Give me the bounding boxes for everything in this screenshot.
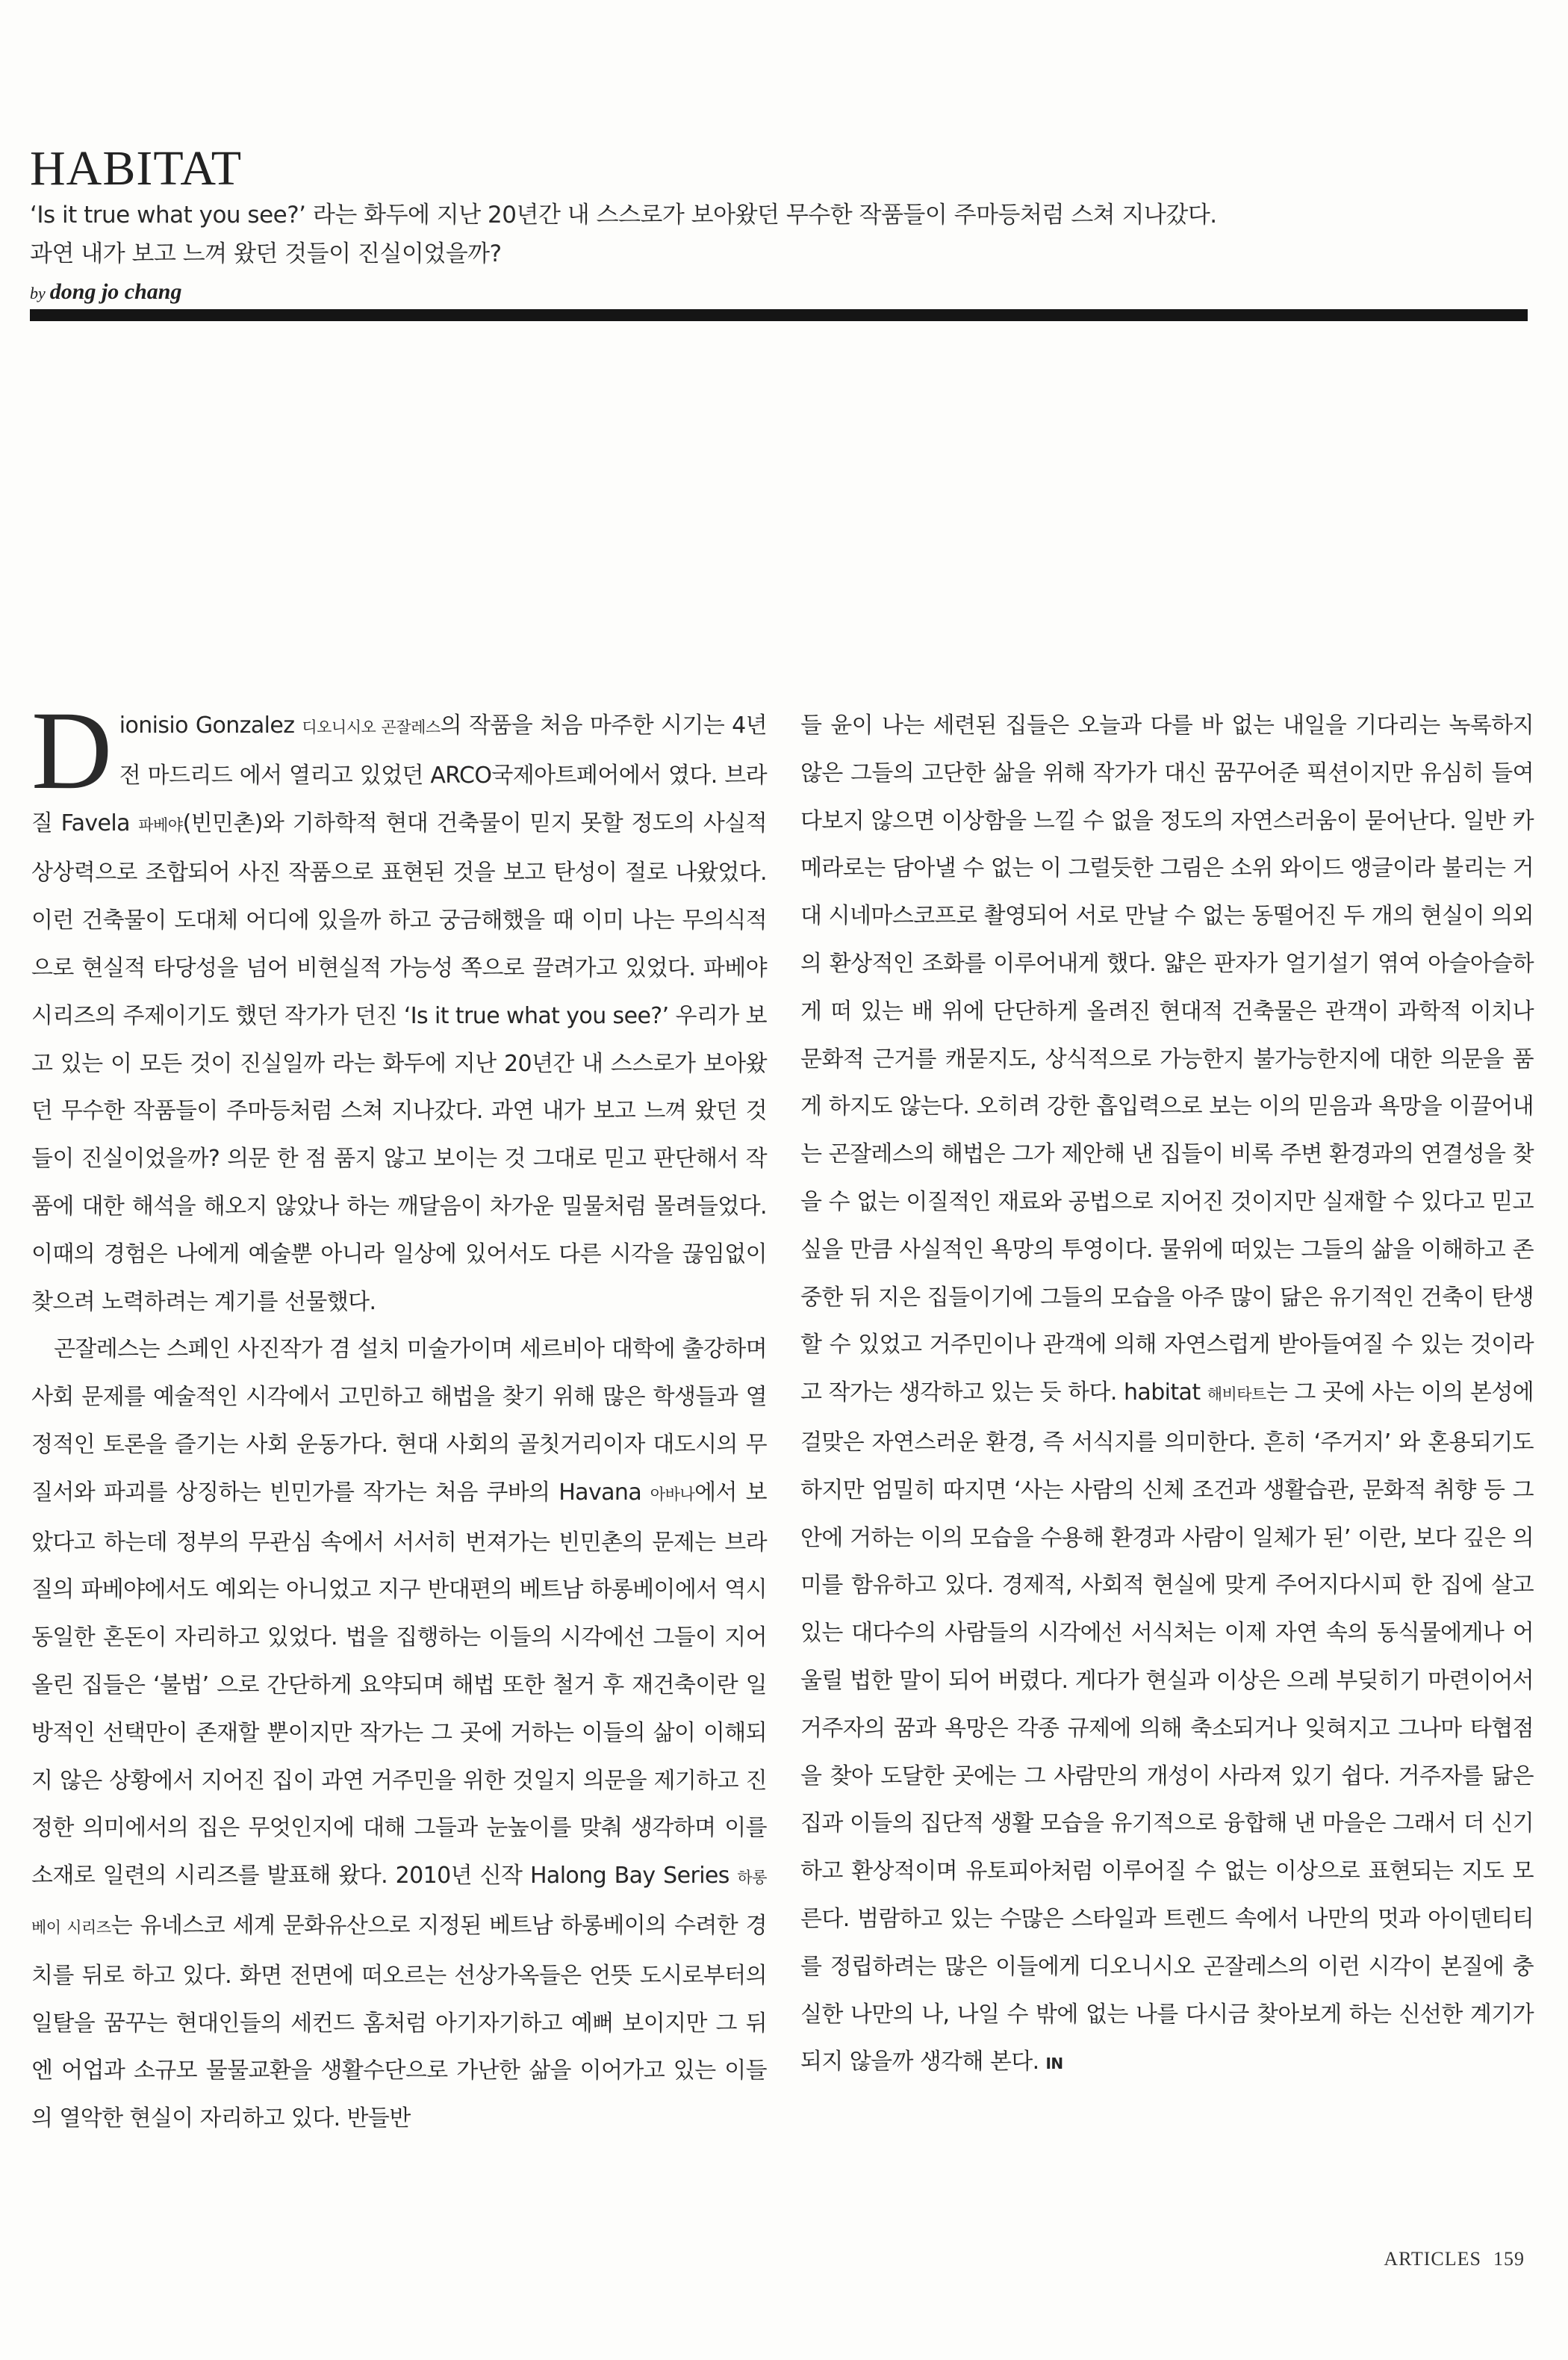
end-mark: IN (1045, 2055, 1063, 2073)
section-label: ARTICLES (1384, 2248, 1481, 2270)
text-run: 에서 보았다고 하는데 정부의 무관심 속에서 서서히 번져가는 빈민촌의 문제는 브라질의 파베야에서도 예외는 아니었고 지구 반대편의 베트남 하롱베이에서 역시 동일한 혼돈이 자리하고 있었다. 법을 집행하는 이들의 시각에선 그들이 지어 올린 집들은 ‘불법’ 으로 간단하게 요약되며 해법 또한 철거 후 재건축이란 일방적인 선택만이 존재할 뿐이지만 작가는 그 곳에 거하는 이들의 삶이 이해되지 않은 상황에서 지어진 집이 과연 거주민을 위한 것일지 의문을 제기하고 진정한 의미에서의 집은 무엇인지에 대해 그들과 눈높이를 맞춰 생각하며 이를 소재로 일련의 시리즈를 발표해 왔다. 2010년 신작 Halong Bay Series (31, 1479, 767, 1889)
paragraph (800, 702, 1534, 2088)
paragraph (31, 1326, 767, 2143)
drop-cap: D (31, 689, 112, 813)
page-number: 159 (1493, 2248, 1525, 2270)
page-footer (1384, 2248, 1525, 2270)
article-subtitle (30, 196, 1449, 273)
text-run: 의 작품을 처음 마주한 시기는 4년 전 마드리드 에서 열리고 있었던 ARCO국제아트페어에서 였다. 브라질 Favela (31, 712, 768, 836)
subtitle-line-1: ‘Is it true what you see?’ 라는 화두에 지난 20년간 내 스스로가 보아왔던 무수한 작품들이 주마등처럼 스쳐 지나갔다. (30, 202, 1217, 229)
annotation: 아바나 (650, 1485, 695, 1503)
text-run: 는 유네스코 세계 문화유산으로 지정된 베트남 하롱베이의 수려한 경치를 뒤로 하고 있다. 화면 전면에 떠오르는 선상가옥들은 언뜻 도시로부터의 일탈을 꿈꾸는 현대인들의 세컨드 홈처럼 아기자기하고 예뻐 보이지만 그 뒤엔 어업과 소규모 물물교환을 생활수단으로 가난한 삶을 이어가고 있는 이들의 열악한 현실이 자리하고 있다. 반들반 (31, 1912, 767, 2132)
text-run: 곤잘레스는 스페인 사진작가 겸 설치 미술가이며 세르비아 대학에 출강하며 사회 문제를 예술적인 시각에서 고민하고 해법을 찾기 위해 많은 학생들과 열정적인 토론을 즐기는 사회 운동가다. 현대 사회의 골칫거리이자 대도시의 무질서와 파괴를 상징하는 빈민가를 작가는 처음 쿠바의 Havana (31, 1336, 768, 1506)
byline-author: dong jo chang (49, 279, 182, 304)
text-run: (빈민촌)와 기하학적 현대 건축물이 믿지 못할 정도의 사실적 상상력으로 조합되어 사진 작품으로 표현된 것을 보고 탄성이 절로 나왔었다. 이런 건축물이 도대체 어디에 있을까 하고 궁금해했을 때 이미 나는 무의식적으로 현실적 타당성을 넘어 비현실적 가능성 쪽으로 끌려가고 있었다. 파베야 시리즈의 주제이기도 했던 작가가 던진 ‘Is it true what you see?’ 우리가 보고 있는 이 모든 것이 진실일까 라는 화두에 지난 20년간 내 스스로가 보아왔던 무수한 작품들이 주마등처럼 스쳐 지나갔다. 과연 내가 보고 느껴 왔던 것들이 진실이었을까? 의문 한 점 품지 않고 보이는 것 그대로 믿고 판단해서 작품에 대한 해석을 해오지 않았나 하는 깨달음이 차가운 밀물처럼 몰려들었다. 이때의 경험은 나에게 예술뿐 아니라 일상에 있어서도 다른 시각을 끊임없이 찾으려 노력하려는 계기를 선물했다. (31, 810, 768, 1315)
article-column-left (31, 689, 768, 2143)
text-run: 는 그 곳에 사는 이의 본성에 걸맞은 자연스러운 환경, 즉 서식지를 의미한다. 흔히 ‘주거지’ 와 혼용되기도 하지만 엄밀히 따지면 ‘사는 사람의 신체 조건과 생활습관, 문화적 취향 등 그 안에 거하는 이의 모습을 수용해 환경과 사람이 일체가 된’ 이란, 보다 깊은 의미를 함유하고 있다. 경제적, 사회적 현실에 맞게 주어지다시피 한 집에 살고 있는 대다수의 사람들의 시각에선 서식처는 이제 자연 속의 동식물에게나 어울릴 법한 말이 되어 버렸다. 게다가 현실과 이상은 으레 부딪히기 마련이어서 거주자의 꿈과 욕망은 각종 규제에 의해 축소되거나 잊혀지고 그나마 타협점을 찾아 도달한 곳에는 그 사람만의 개성이 사라져 있기 쉽다. 거주자를 닮은 집과 이들의 집단적 생활 모습을 유기적으로 융합해 낸 마을은 그래서 더 신기하고 환상적이며 유토피아처럼 이루어질 수 없는 이상으로 표현되는 지도 모른다. 범람하고 있는 수많은 스타일과 트렌드 속에서 나만의 멋과 아이덴티티를 정립하려는 많은 이들에게 디오니시오 곤잘레스의 이런 시각이 본질에 충실한 나만의 나, 나일 수 밖에 없는 나를 다시금 찾아보게 하는 신선한 계기가 되지 않을까 생각해 본다. (800, 1379, 1534, 2075)
article-column-right (800, 702, 1534, 2088)
annotation: 하롱베이 시리즈 (31, 1869, 767, 1937)
byline (30, 279, 181, 305)
annotation: 해비타트 (1207, 1385, 1266, 1404)
annotation: 파베야 (138, 816, 183, 834)
article-title: HABITAT (30, 141, 243, 196)
byline-prefix: by (30, 284, 46, 302)
text-run: 들 윤이 나는 세련된 집들은 오늘과 다를 바 없는 내일을 기다리는 녹록하지 않은 그들의 고단한 삶을 위해 작가가 대신 꿈꾸어준 픽션이지만 유심히 들여다보지 않으면 이상함을 느낄 수 없을 정도의 자연스러움이 묻어난다. 일반 카메라로는 담아낼 수 없는 이 그럴듯한 그림은 소위 와이드 앵글이라 불리는 거대 시네마스코프로 촬영되어 서로 만날 수 없는 동떨어진 두 개의 현실이 의외의 환상적인 조화를 이루어내게 했다. 얇은 판자가 얼기설기 엮여 아슬아슬하게 떠 있는 배 위에 단단하게 올려진 현대적 건축물은 관객이 과학적 이치나 문화적 근거를 캐묻지도, 상식적으로 가능한지 불가능한지에 대한 의문을 품게 하지도 않는다. 오히려 강한 흡입력으로 보는 이의 믿음과 욕망을 이끌어내는 곤잘레스의 해법은 그가 제안해 낸 집들이 비록 주변 환경과의 연결성을 찾을 수 없는 이질적인 재료와 공법으로 지어진 것이지만 실재할 수 있다고 믿고 싶을 만큼 사실적인 욕망의 투영이다. 물위에 떠있는 그들의 삶을 이해하고 존중한 뒤 지은 집들이기에 그들의 모습을 아주 많이 닮은 유기적인 건축이 탄생할 수 있었고 거주민이나 관객에 의해 자연스럽게 받아들여질 수 있는 것이라고 작가는 생각하고 있는 듯 하다. habitat (800, 712, 1534, 1406)
annotation: 디오니시오 곤잘레스 (302, 718, 441, 736)
subtitle-line-2: 과연 내가 보고 느껴 왔던 것들이 진실이었을까? (30, 240, 502, 267)
header-rule (30, 309, 1528, 321)
text-run: ionisio Gonzalez (119, 712, 302, 739)
paragraph (31, 689, 768, 1326)
